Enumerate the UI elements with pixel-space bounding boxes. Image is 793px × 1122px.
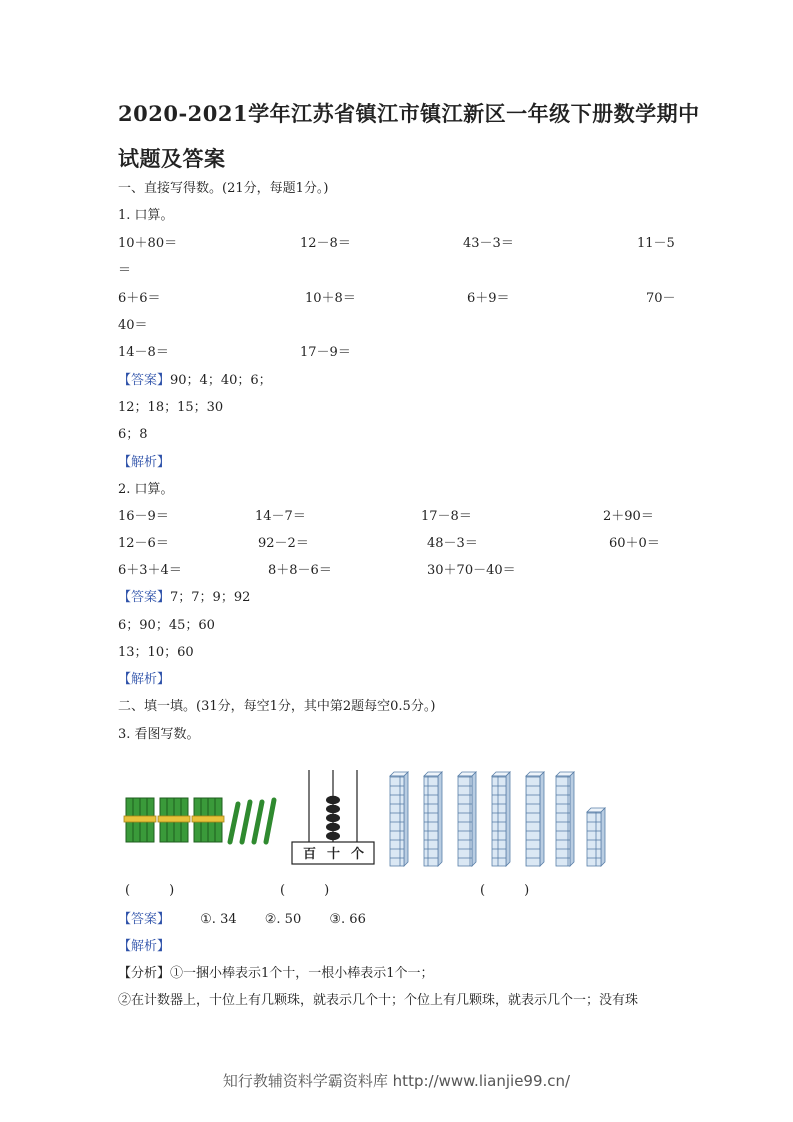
base-ten-blocks-figure bbox=[386, 768, 610, 868]
q1-item: 17－9＝ bbox=[300, 345, 351, 360]
q2-answer-line2: 6；90；45；60 bbox=[118, 618, 215, 633]
blank-paren-3: ( ) bbox=[480, 883, 530, 898]
q2-answer-line1: 7；7；9；92 bbox=[170, 590, 251, 605]
q3-answer-2: ②. 50 bbox=[264, 912, 302, 927]
q3-label: 3. 看图写数。 bbox=[118, 727, 200, 742]
q1-item: ＝ bbox=[118, 263, 132, 278]
single-sticks bbox=[230, 800, 274, 842]
answer-tag: 【答案】 bbox=[118, 912, 171, 927]
fenxi-line2: ②在计数器上，十位上有几颗珠，就表示几个十；个位上有几颗珠，就表示几个一；没有珠 bbox=[118, 993, 639, 1008]
fenxi-tag: 【分析】 bbox=[118, 966, 171, 981]
q2-item: 16－9＝ bbox=[118, 509, 169, 524]
ten-rod bbox=[458, 772, 476, 866]
doc-title-line1: 2020-2021学年江苏省镇江市镇江新区一年级下册数学期中 bbox=[118, 101, 700, 126]
q2-label: 2. 口算。 bbox=[118, 482, 174, 497]
q2-item: 12－6＝ bbox=[118, 536, 169, 551]
q2-item: 8＋8－6＝ bbox=[268, 563, 332, 578]
jiexi-tag: 【解析】 bbox=[118, 672, 171, 687]
ten-rod bbox=[556, 772, 574, 866]
fenxi-text1: ①一捆小棒表示1个十，一根小棒表示1个一； bbox=[170, 966, 434, 981]
q1-item: 10＋80＝ bbox=[118, 236, 178, 251]
q2-item: 14－7＝ bbox=[255, 509, 306, 524]
q1-answer bbox=[118, 373, 272, 389]
q1-item: 70－ bbox=[646, 291, 676, 306]
q1-item: 11－5 bbox=[637, 236, 675, 251]
stick-bundle bbox=[158, 798, 190, 842]
q1-item: 10＋8＝ bbox=[305, 291, 356, 306]
jiexi-tag: 【解析】 bbox=[118, 939, 171, 954]
q3-answer-1: ①. 34 bbox=[200, 912, 237, 927]
q1-answer-line3: 6；8 bbox=[118, 427, 148, 442]
q1-item: 12－8＝ bbox=[300, 236, 351, 251]
q1-answer-line2: 12；18；15；30 bbox=[118, 400, 224, 415]
q1-item: 43－3＝ bbox=[463, 236, 514, 251]
q2-answer bbox=[118, 590, 250, 606]
q2-item: 17－8＝ bbox=[421, 509, 472, 524]
ten-rod bbox=[526, 772, 544, 866]
ten-rod bbox=[424, 772, 442, 866]
q2-item: 60＋0＝ bbox=[609, 536, 660, 551]
stick-bundle bbox=[124, 798, 156, 842]
q1-label: 1. 口算。 bbox=[118, 208, 174, 223]
q1-answer-line1: 90；4；40；6； bbox=[170, 373, 272, 388]
doc-title-line2: 试题及答案 bbox=[118, 146, 226, 171]
q1-item: 40＝ bbox=[118, 318, 148, 333]
unit-cubes bbox=[587, 808, 605, 866]
q1-item: 6＋9＝ bbox=[467, 291, 510, 306]
q2-item: 92－2＝ bbox=[258, 536, 309, 551]
section-1-heading: 一、直接写得数。(21分，每题1分。) bbox=[118, 181, 329, 196]
q2-item: 2＋90＝ bbox=[603, 509, 654, 524]
q3-answer-3: ③. 66 bbox=[329, 912, 366, 927]
fenxi-line1 bbox=[118, 966, 434, 982]
q2-answer-line3: 13；10；60 bbox=[118, 645, 194, 660]
section-2-heading: 二、填一填。(31分，每空1分，其中第2题每空0.5分。) bbox=[118, 699, 436, 714]
stick-bundles-figure bbox=[122, 790, 284, 850]
footer-watermark: 知行教辅资料学霸资料库 http://www.lianjie99.cn/ bbox=[222, 1072, 571, 1090]
ten-rod bbox=[390, 772, 408, 866]
q3-answer bbox=[118, 912, 366, 928]
q2-item: 30＋70－40＝ bbox=[427, 563, 516, 578]
abacus-label-ones: 个 bbox=[351, 847, 365, 862]
jiexi-tag: 【解析】 bbox=[118, 455, 171, 470]
stick-bundle bbox=[192, 798, 224, 842]
blank-paren-2: ( ) bbox=[280, 883, 330, 898]
blank-paren-1: ( ) bbox=[125, 883, 175, 898]
q2-item: 6＋3＋4＝ bbox=[118, 563, 182, 578]
answer-tag: 【答案】 bbox=[118, 590, 171, 605]
abacus-label-hundreds: 百 bbox=[303, 847, 317, 862]
q1-item: 14－8＝ bbox=[118, 345, 169, 360]
abacus-beads-tens bbox=[326, 796, 340, 840]
ten-rod bbox=[492, 772, 510, 866]
q1-item: 6＋6＝ bbox=[118, 291, 161, 306]
answer-tag: 【答案】 bbox=[118, 373, 171, 388]
abacus-label-tens: 十 bbox=[327, 847, 341, 862]
q2-item: 48－3＝ bbox=[427, 536, 478, 551]
